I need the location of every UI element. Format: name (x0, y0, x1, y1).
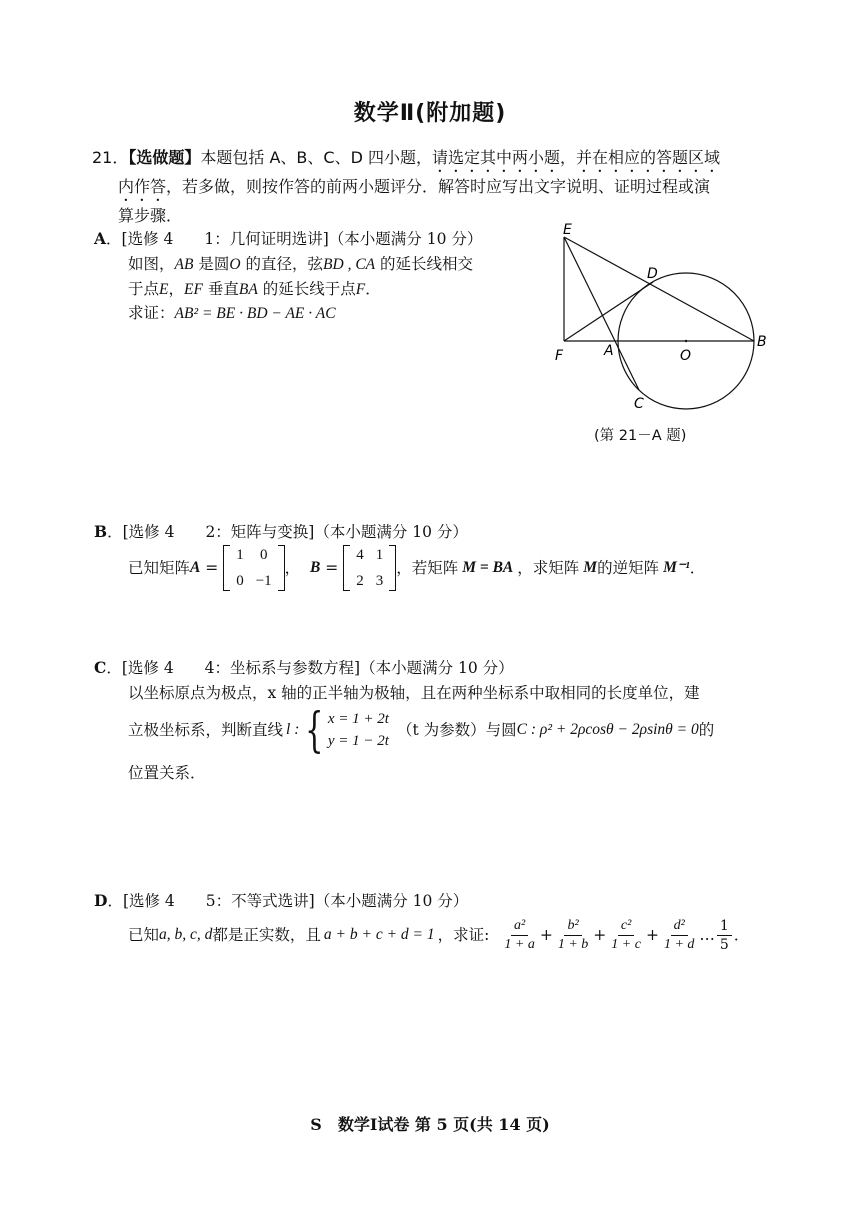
frac-c-den: 1 + c (611, 936, 641, 952)
partD-label: D (94, 891, 108, 910)
param-equations: { x = 1 + 2t y = 1 − 2t (305, 702, 389, 758)
frac-a-num: a² (511, 917, 528, 936)
partD-body (128, 912, 749, 958)
partC-label: C (94, 658, 107, 677)
partB-body: 已知矩阵 A = 1 0 0 −1 ， B = 4 1 2 3 ，若矩阵 M = BA ，求矩阵 M 的逆矩阵 M⁻¹ ． (128, 544, 705, 592)
partD-header-text: ．[选修 4 5：不等式选讲]（本小题满分 10 分） (107, 892, 469, 910)
plus-1: + (539, 926, 553, 944)
partA-E: E (159, 281, 169, 298)
q21-line2-rest: ，若多做，则按作答的前两小题评分．解答时应写出文字说明、证明过程或演 (166, 177, 711, 196)
partC-line2 (128, 702, 715, 758)
partA-l2e: ． (365, 280, 381, 298)
partA-l2d: 的延长线于点 (257, 280, 356, 298)
partC-eq1: x = 1 + 2t (327, 711, 389, 727)
frac-rhs-num: 1 (717, 917, 732, 936)
frac-rhs-den: 5 (719, 936, 729, 953)
q21-line2-dotted: 内作答 (118, 177, 167, 196)
q21-line3: 算步骤． (118, 206, 183, 225)
partD-mid: 都是正实数，且 (212, 926, 321, 944)
partA-line3 (128, 300, 336, 327)
partA-formula: AB² = BE · BD − AE · AC (174, 305, 336, 322)
partC-line3: 位置关系． (128, 764, 206, 782)
label-E: E (563, 222, 572, 238)
partA-l1c: 的直径，弦 (240, 255, 324, 273)
frac-b-den: 1 + b (557, 936, 589, 952)
label-D: D (647, 266, 658, 282)
q21-line2 (118, 174, 710, 205)
geometry-figure (550, 222, 780, 422)
matrix-A (223, 542, 284, 594)
partB-label: B (94, 522, 108, 541)
partA-BA: BA (238, 281, 258, 298)
matA-22: −1 (255, 573, 272, 589)
frac-c-num: c² (618, 917, 634, 936)
partB-matA-name: A (190, 559, 201, 576)
frac-a (501, 917, 537, 954)
page-footer: S 数学Ⅰ试卷 第 5 页(共 14 页) (310, 1115, 550, 1134)
partB-intro: 已知矩阵 (128, 559, 191, 577)
partA-BDCA: BD , CA (323, 256, 376, 273)
partC-l2b: 的 (698, 721, 715, 739)
partA-l1a: 如图， (128, 255, 175, 273)
partA-header-text: ．[选修 4 1：几何证明选讲]（本小题满分 10 分） (106, 230, 483, 248)
partD-header (94, 888, 468, 914)
matA-12: 0 (259, 547, 268, 563)
partA-l2a: 于点 (128, 280, 160, 298)
label-C: C (634, 396, 644, 412)
partC-header-text: ．[选修 4 4：坐标系与参数方程]（本小题满分 10 分） (106, 659, 514, 677)
frac-c (608, 917, 644, 954)
partB-M-eq: M = BA (462, 559, 514, 576)
partB-Minv: M⁻¹ (663, 559, 690, 576)
label-A: A (604, 343, 614, 359)
partB-header-text: ．[选修 4 2：矩阵与变换]（本小题满分 10 分） (107, 523, 468, 541)
q21-line1-dotted: 请选定其中两小题，并在相应的答题区域 (431, 148, 720, 167)
q21-line1-rest: 本题包括 A、B、C、D 四小题， (200, 148, 432, 167)
matB-22: 3 (375, 573, 384, 589)
matB-11: 4 (356, 547, 364, 563)
label-B: B (757, 334, 767, 350)
partC-eq2: y = 1 − 2t (327, 733, 389, 749)
frac-d-num: d² (671, 917, 688, 936)
frac-b-num: b² (564, 917, 581, 936)
partC-line1: 以坐标原点为极点，x 轴的正半轴为极轴，且在两种坐标系中取相同的长度单位，建 (128, 684, 700, 702)
partC-param: （t 为参数）与圆 (396, 721, 517, 739)
frac-d (661, 917, 697, 954)
partA-prove: 求证： (128, 304, 175, 322)
plus-2: + (593, 926, 607, 944)
frac-rhs (717, 917, 732, 954)
partD-cond: a + b + c + d = 1 (323, 926, 435, 943)
partC-header (94, 655, 514, 681)
q21-number: 21． (92, 148, 129, 167)
frac-a-den: 1 + a (504, 936, 535, 952)
partA-l1b: 是圆 (193, 255, 230, 273)
partA-l1d: 的延长线相交 (375, 255, 474, 273)
matB-21: 2 (356, 573, 364, 589)
partB-M: M (583, 559, 598, 576)
line-E-B (564, 237, 754, 341)
partA-F: F (355, 281, 366, 298)
line-E-C (564, 237, 639, 390)
partA-l2c: 垂直 (202, 280, 239, 298)
partA-label: A (94, 229, 107, 248)
partA-l2b: ， (168, 280, 184, 298)
plus-3: + (645, 926, 659, 944)
matA-21: 0 (236, 573, 244, 589)
partD-prove: ，求证: (437, 926, 490, 944)
matA-11: 1 (236, 547, 244, 563)
figure-caption: (第 21－A 题) (594, 428, 687, 444)
partD-vars: a, b, c, d (159, 926, 213, 943)
partC-l2a: 立极坐标系，判断直线 (128, 721, 284, 739)
partA-line1 (128, 251, 473, 278)
partA-AB: AB (174, 256, 194, 273)
partB-ask: ，求矩阵 (517, 559, 580, 577)
center-dot (685, 340, 687, 342)
line-A-D (564, 282, 653, 341)
partB-end: ． (689, 559, 706, 577)
partB-ask2: 的逆矩阵 (597, 559, 660, 577)
relation-symbol: … (699, 926, 715, 944)
partA-header (94, 226, 482, 252)
partC-l: l : (286, 721, 300, 738)
matB-12: 1 (375, 547, 384, 563)
partA-line2 (128, 276, 381, 303)
matrix-B (343, 542, 396, 594)
q21-intro (92, 145, 720, 176)
frac-b (555, 917, 591, 954)
q21-tag: 【选做题】 (128, 148, 201, 167)
label-O: O (680, 348, 692, 364)
partD-intro: 已知 (128, 926, 160, 944)
page-title: 数学Ⅱ(附加题) (353, 101, 507, 126)
partA-EF: EF (184, 281, 203, 298)
partB-cond: ，若矩阵 (396, 559, 459, 577)
partB-matB-name: B (310, 559, 321, 576)
partC-circle: C : ρ² + 2ρcosθ − 2ρsinθ = 0 (516, 721, 699, 738)
frac-d-den: 1 + d (663, 936, 695, 952)
partA-O: O (229, 256, 241, 273)
partD-end: ． (733, 926, 750, 944)
label-F: F (555, 348, 564, 364)
